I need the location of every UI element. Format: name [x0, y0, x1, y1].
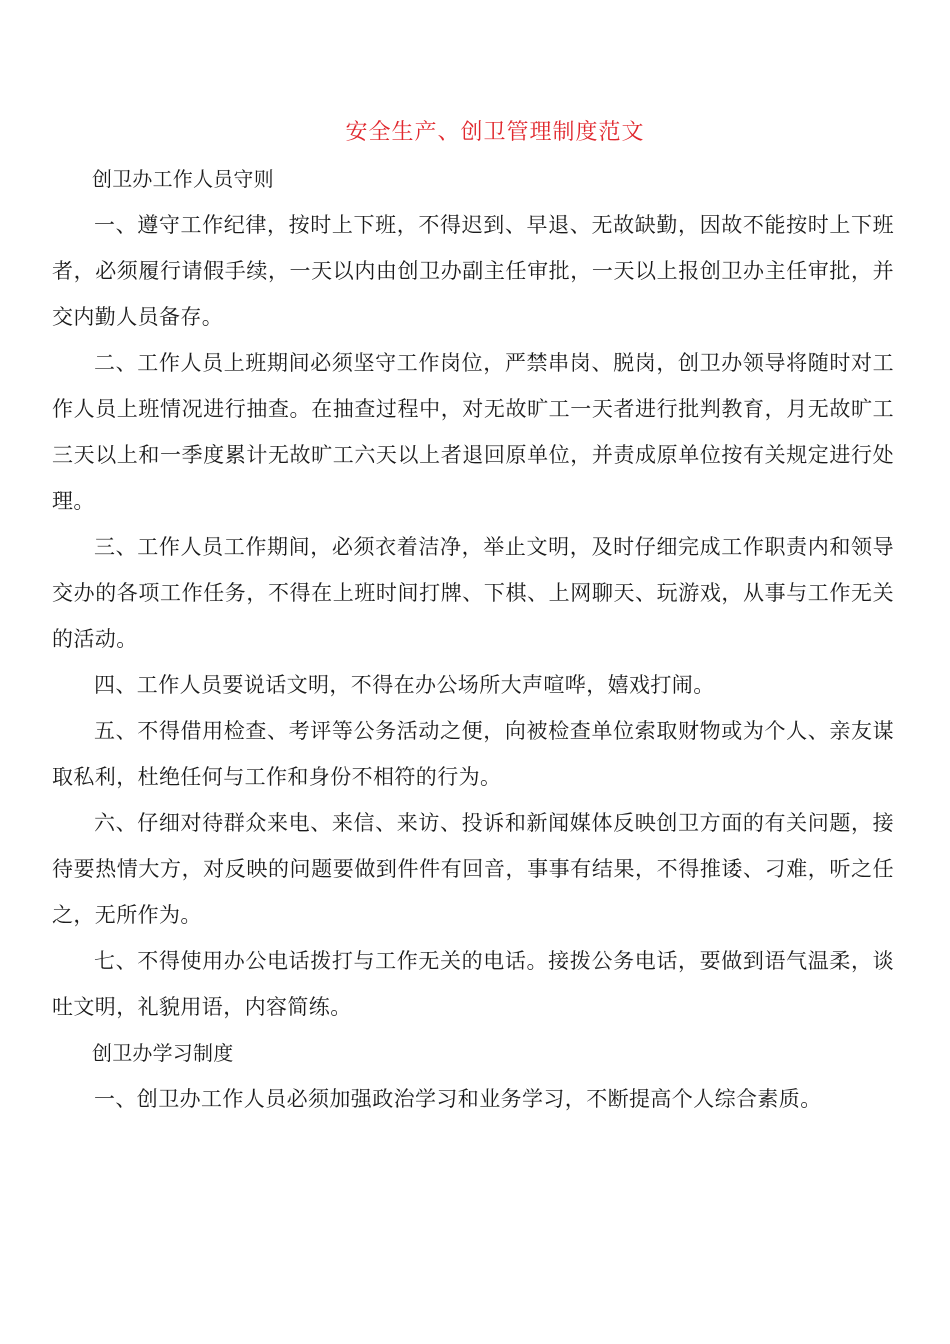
paragraph-study-1: 一、创卫办工作人员必须加强政治学习和业务学习，不断提高个人综合素质。	[94, 1087, 822, 1111]
paragraph-rule-7: 七、不得使用办公电话拨打与工作无关的电话。接拨公务电话，要做到语气温柔，谈吐文明，礼貌用语，内容简练。	[52, 949, 894, 1019]
document-title: 安全生产、创卫管理制度范文	[345, 120, 645, 145]
section-heading-staff-rules: 创卫办工作人员守则	[92, 167, 274, 191]
paragraph-rule-3: 三、工作人员工作期间，必须衣着洁净，举止文明，及时仔细完成工作职责内和领导交办的各项工作任务，不得在上班时间打牌、下棋、上网聊天、玩游戏，从事与工作无关的活动。	[52, 535, 894, 651]
paragraph-rule-4: 四、工作人员要说话文明，不得在办公场所大声喧哗，嬉戏打闹。	[94, 673, 715, 697]
document-body	[52, 156, 894, 1122]
paragraph-rule-1: 一、遵守工作纪律，按时上下班，不得迟到、早退、无故缺勤，因故不能按时上下班者，必须履行请假手续，一天以内由创卫办副主任审批，一天以上报创卫办主任审批，并交内勤人员备存。	[52, 213, 894, 329]
paragraph-rule-5: 五、不得借用检查、考评等公务活动之便，向被检查单位索取财物或为个人、亲友谋取私利，杜绝任何与工作和身份不相符的行为。	[52, 719, 894, 789]
section-heading-study-system: 创卫办学习制度	[92, 1041, 234, 1065]
paragraph-rule-2: 二、工作人员上班期间必须坚守工作岗位，严禁串岗、脱岗，创卫办领导将随时对工作人员上班情况进行抽查。在抽查过程中，对无故旷工一天者进行批判教育，月无故旷工三天以上和一季度累计无故旷工六天以上者退回原单位，并责成原单位按有关规定进行处理。	[52, 351, 894, 513]
paragraph-rule-6: 六、仔细对待群众来电、来信、来访、投诉和新闻媒体反映创卫方面的有关问题，接待要热情大方，对反映的问题要做到件件有回音，事事有结果，不得推诿、刁难，听之任之，无所作为。	[52, 811, 894, 927]
